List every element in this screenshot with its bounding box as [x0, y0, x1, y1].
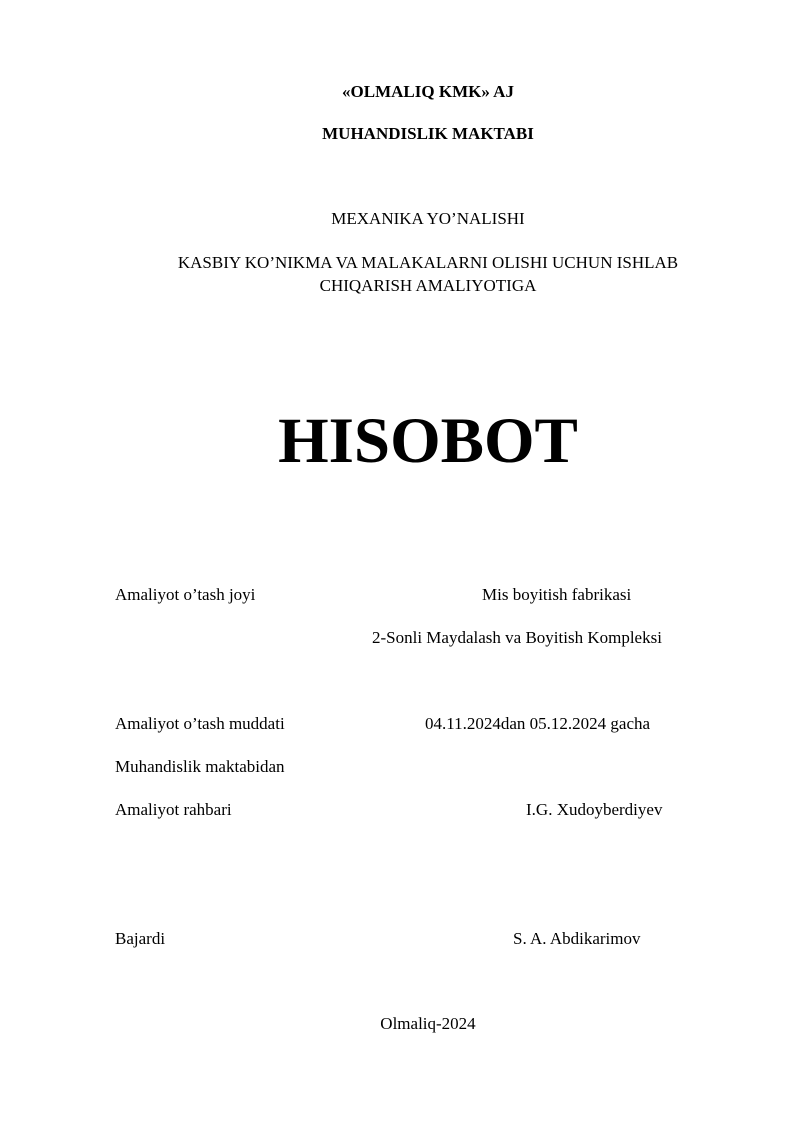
- purpose-line-1: KASBIY KO’NIKMA VA MALAKALARNI OLISHI UCHUN ISHLAB: [177, 253, 679, 272]
- place-label: Amaliyot o’tash joyi: [115, 585, 256, 604]
- period-value: 04.11.2024dan 05.12.2024 gacha: [425, 714, 651, 733]
- performer-name: S. A. Abdikarimov: [513, 929, 641, 948]
- organization-name: «OLMALIQ KMK» AJ: [342, 82, 514, 101]
- supervisor-label-line-1: Muhandislik maktabidan: [115, 757, 285, 776]
- purpose-line-2: CHIQARISH AMALIYOTIGA: [319, 276, 537, 295]
- direction-heading: MEXANIKA YO’NALISHI: [331, 209, 525, 228]
- performer-label: Bajardi: [115, 929, 166, 948]
- place-value-2: 2-Sonli Maydalash va Boyitish Kompleksi: [372, 628, 662, 647]
- document-title: HISOBOT: [278, 405, 578, 477]
- supervisor-name: I.G. Xudoyberdiyev: [526, 800, 663, 819]
- supervisor-label-line-2: Amaliyot rahbari: [115, 800, 232, 819]
- school-name: MUHANDISLIK MAKTABI: [322, 124, 534, 143]
- place-and-year: Olmaliq-2024: [380, 1014, 476, 1033]
- period-label: Amaliyot o’tash muddati: [115, 714, 285, 733]
- place-value-1: Mis boyitish fabrikasi: [482, 585, 632, 604]
